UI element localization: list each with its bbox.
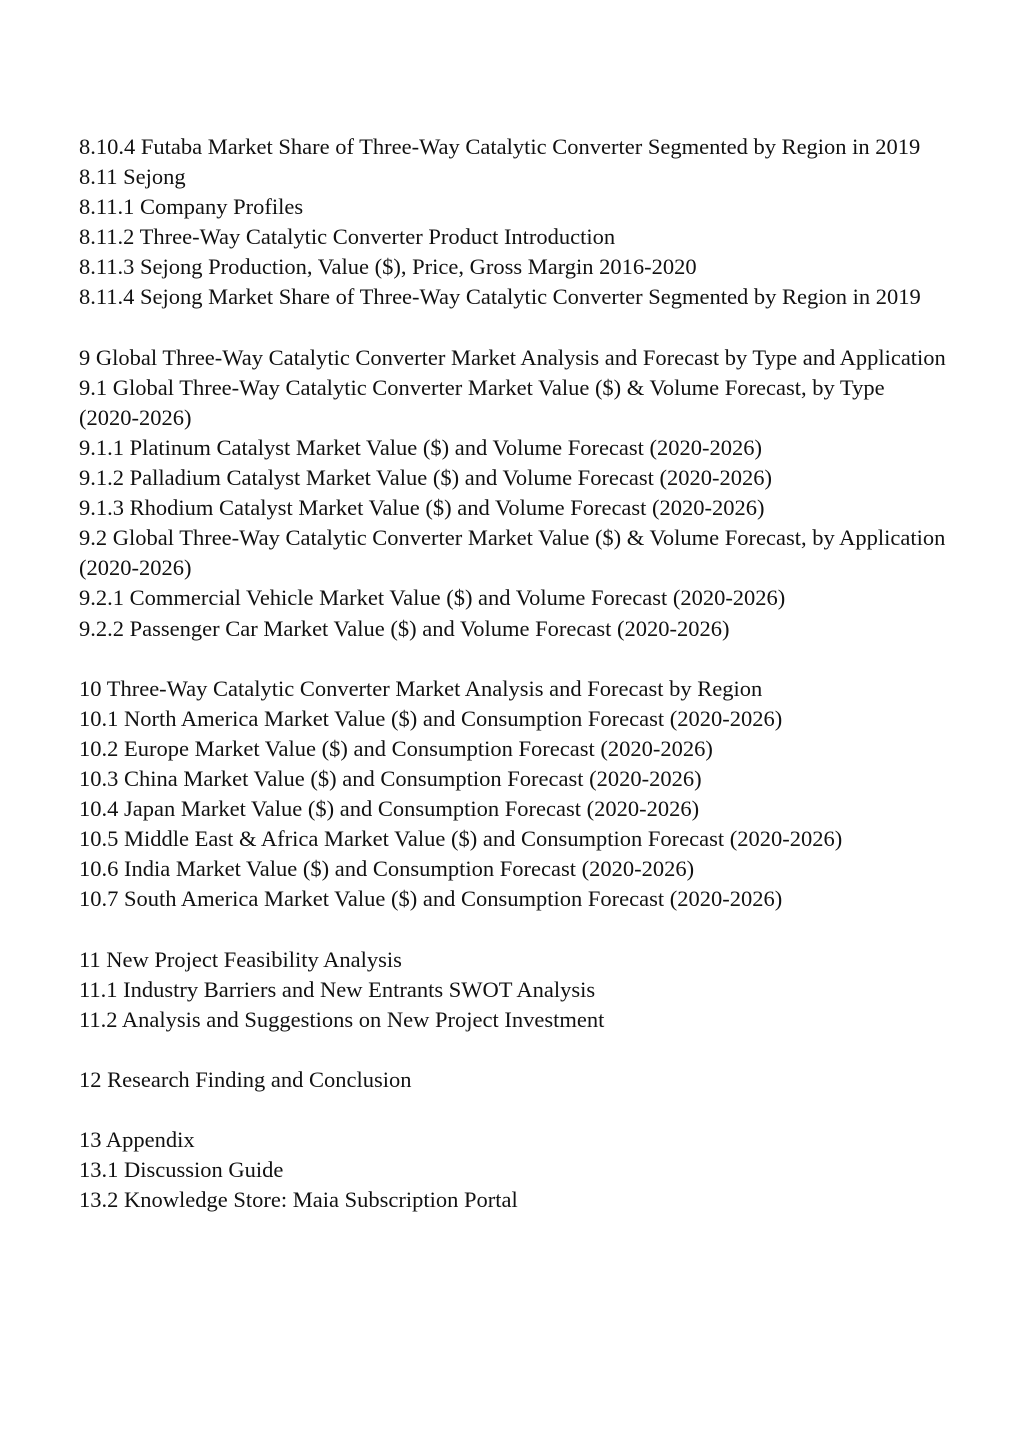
toc-entry-13-1: 13.1 Discussion Guide [79,1157,284,1183]
toc-entry-9-1-1: 9.1.1 Platinum Catalyst Market Value ($) and Volume Forecast (2020-2026) [79,434,763,460]
toc-entry-8-11-4: 8.11.4 Sejong Market Share of Three-Way Catalytic Converter Segmented by Region in 2019 [79,284,921,310]
toc-entry-10-4: 10.4 Japan Market Value ($) and Consumption Forecast (2020-2026) [79,796,700,822]
toc-entry-9-1-3: 9.1.3 Rhodium Catalyst Market Value ($) and Volume Forecast (2020-2026) [79,495,765,521]
toc-entry-13-2: 13.2 Knowledge Store: Maia Subscription Portal [79,1187,518,1213]
toc-entry-10-6: 10.6 India Market Value ($) and Consumption Forecast (2020-2026) [79,856,695,882]
section-spacer [79,914,949,944]
section-spacer [79,1095,949,1125]
toc-entry-9-2-2: 9.2.2 Passenger Car Market Value ($) and Volume Forecast (2020-2026) [79,615,730,641]
toc-entry-10-7: 10.7 South America Market Value ($) and Consumption Forecast (2020-2026) [79,886,783,912]
toc-entry-11-1: 11.1 Industry Barriers and New Entrants SWOT Analysis [79,976,596,1002]
toc-entry-8-11-2: 8.11.2 Three-Way Catalytic Converter Product Introduction [79,224,616,250]
toc-entry-8-10-4: 8.10.4 Futaba Market Share of Three-Way Catalytic Converter Segmented by Region in 2019 [79,134,921,159]
section-spacer [79,313,949,343]
document-page [79,132,949,1215]
toc-heading-13: 13 Appendix [79,1127,195,1153]
toc-heading-11: 11 New Project Feasibility Analysis [79,946,402,972]
section-spacer [79,644,949,674]
toc-entry-10-1: 10.1 North America Market Value ($) and Consumption Forecast (2020-2026) [79,705,783,731]
toc-heading-9: 9 Global Three-Way Catalytic Converter Market Analysis and Forecast by Type and Application [79,344,946,370]
section-spacer [79,1035,949,1065]
toc-entry-8-11-3: 8.11.3 Sejong Production, Value ($), Price, Gross Margin 2016-2020 [79,254,697,280]
toc-entry-10-5: 10.5 Middle East & Africa Market Value ($) and Consumption Forecast (2020-2026) [79,826,843,852]
toc-entry-8-11-1: 8.11.1 Company Profiles [79,194,304,220]
toc-entry-9-2: 9.2 Global Three-Way Catalytic Converter Market Value ($) & Volume Forecast, by Application (2020-2026) [79,525,946,581]
toc-entry-11-2: 11.2 Analysis and Suggestions on New Project Investment [79,1006,605,1032]
toc-heading-10: 10 Three-Way Catalytic Converter Market Analysis and Forecast by Region [79,675,763,701]
toc-heading-12: 12 Research Finding and Conclusion [79,1066,412,1092]
toc-entry-9-1: 9.1 Global Three-Way Catalytic Converter Market Value ($) & Volume Forecast, by Type (2020-2026) [79,374,885,430]
toc-entry-10-3: 10.3 China Market Value ($) and Consumption Forecast (2020-2026) [79,765,702,791]
toc-entry-8-11: 8.11 Sejong [79,164,186,190]
toc-entry-10-2: 10.2 Europe Market Value ($) and Consumption Forecast (2020-2026) [79,735,713,761]
toc-entry-9-2-1: 9.2.1 Commercial Vehicle Market Value ($) and Volume Forecast (2020-2026) [79,585,786,611]
toc-entry-9-1-2: 9.1.2 Palladium Catalyst Market Value ($) and Volume Forecast (2020-2026) [79,465,773,491]
